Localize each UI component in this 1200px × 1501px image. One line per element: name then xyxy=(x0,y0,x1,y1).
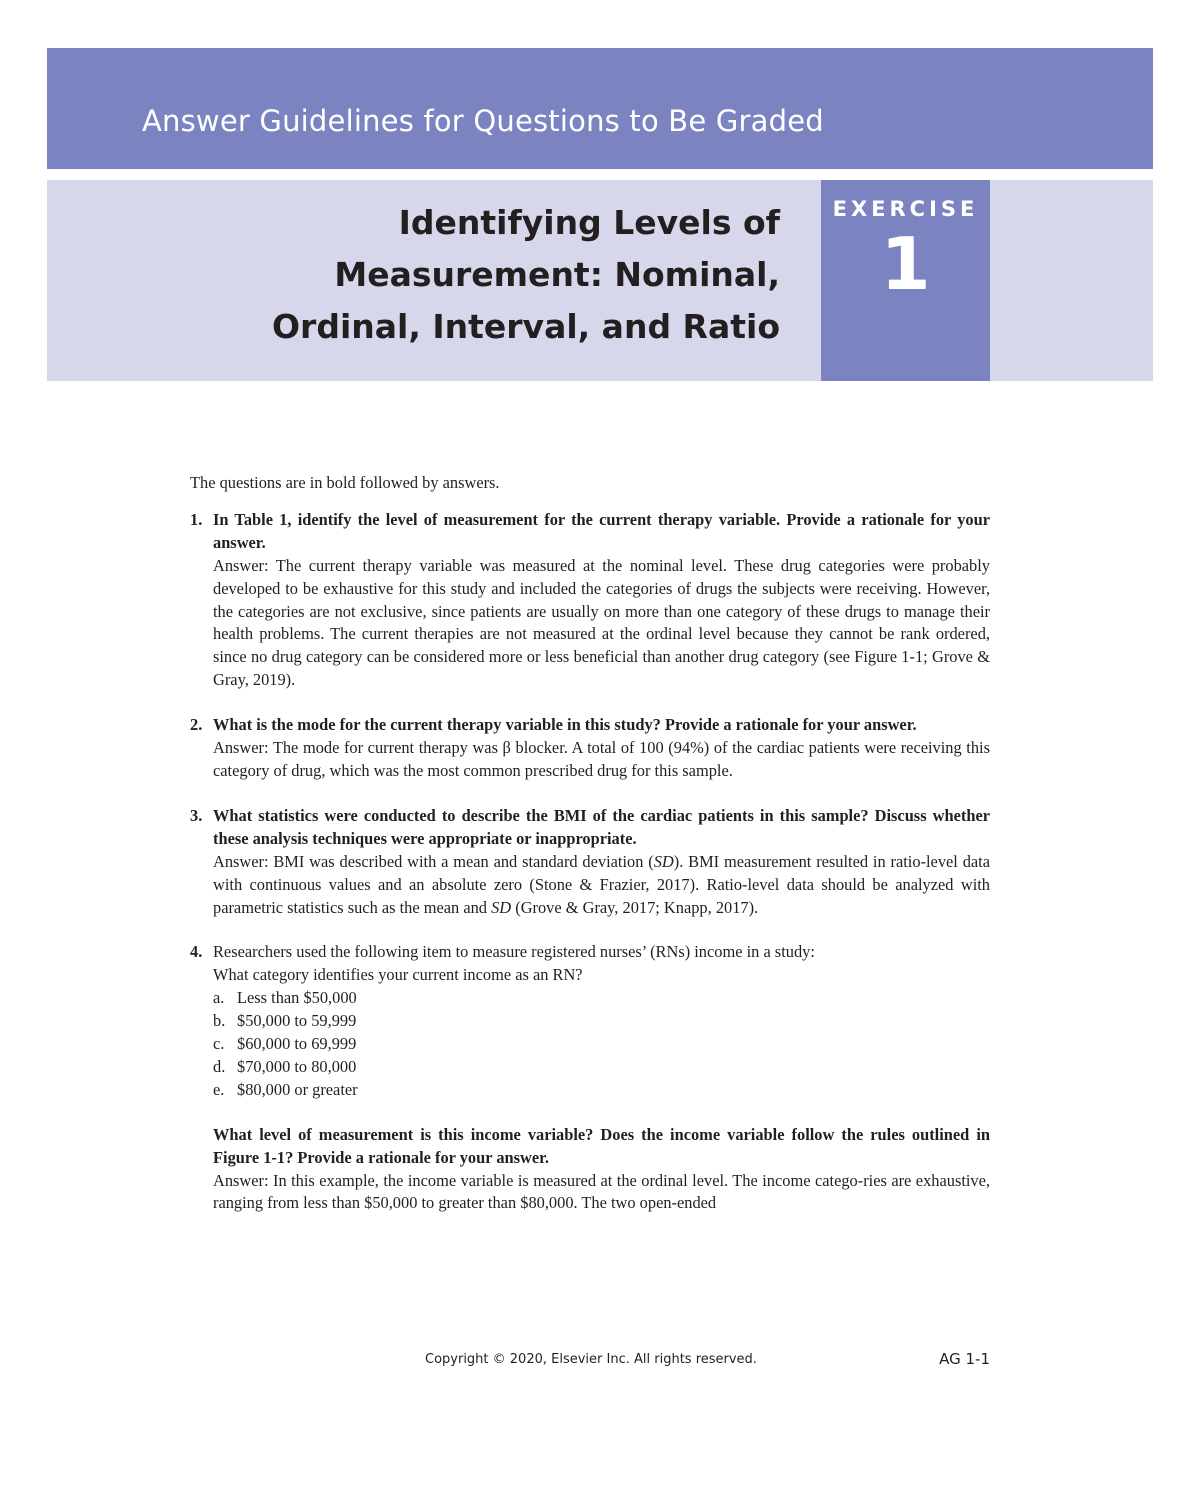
answer-text: Answer: In this example, the income variable is measured at the ordinal level. The income catego-ries are exhaustive, ranging from less than $50,000 to greater than $80,000. The two open-ended xyxy=(213,1170,990,1213)
copyright-notice: Copyright © 2020, Elsevier Inc. All rights reserved. xyxy=(425,1352,757,1367)
page-number: AG 1-1 xyxy=(939,1350,990,1368)
option-letter: e. xyxy=(213,1079,225,1099)
question-2 xyxy=(190,714,990,783)
exercise-title-line-2: Measurement: Nominal, xyxy=(334,255,780,294)
option-text: Less than $50,000 xyxy=(237,988,357,1008)
option-text: $60,000 to 69,999 xyxy=(237,1034,357,1054)
question-text: What statistics were conducted to describe the BMI of the cardiac patients in this sample? Discuss whether these analysis techniques were appropriate or inappropriate. xyxy=(213,805,990,848)
answer-italic: SD xyxy=(653,851,674,871)
exercise-number: 1 xyxy=(880,222,931,306)
answer-text: Answer: The mode for current therapy was β blocker. A total of 100 (94%) of the cardiac patients were receiving this category of drug, which was the most common prescribed drug for this sample. xyxy=(213,738,990,780)
exercise-title-line-1: Identifying Levels of xyxy=(398,203,780,242)
option-item xyxy=(213,1079,990,1102)
answer-text: Answer: The current therapy variable was measured at the nominal level. These drug categories were probably developed to be exhaustive for this study and included the categories of drugs the subjects were receiving. However, the categories are not exclusive, since patients are usually on more than one category of these drugs to manage their health problems. The current therapies are not measured at the ordinal level because they cannot be rank ordered, since no drug category can be considered more or less beneficial than another drug category (see Figure 1-1; Grove & Gray, 2019). xyxy=(213,555,990,690)
option-item xyxy=(213,1033,990,1056)
answer-text xyxy=(213,851,990,920)
option-item xyxy=(213,1010,990,1033)
survey-item: What category identifies your current income as an RN? xyxy=(213,965,583,985)
exercise-label: EXERCISE xyxy=(832,197,979,221)
question-text: What is the mode for the current therapy variable in this study? Provide a rationale for your answer. xyxy=(213,715,917,735)
option-list xyxy=(213,987,990,1102)
page-footer xyxy=(190,1350,990,1374)
question-number: 2. xyxy=(190,715,203,735)
option-letter: d. xyxy=(213,1056,226,1076)
option-item xyxy=(213,1056,990,1079)
answer-part: (Grove & Gray, 2017; Knapp, 2017). xyxy=(511,897,759,917)
answer-italic: SD xyxy=(491,897,512,917)
question-4 xyxy=(190,941,990,1215)
banner-title: Answer Guidelines for Questions to Be Graded xyxy=(142,104,824,138)
question-text: In Table 1, identify the level of measurement for the current therapy variable. Provide a rationale for your answer. xyxy=(213,509,990,552)
exercise-title xyxy=(200,197,780,353)
question-stem: Researchers used the following item to measure registered nurses’ (RNs) income in a study: xyxy=(213,942,815,962)
question-text: What level of measurement is this income variable? Does the income variable follow the rules outlined in Figure 1-1? Provide a rationale for your answer. xyxy=(213,1124,990,1167)
intro-text: The questions are in bold followed by answers. xyxy=(190,473,500,492)
question-number: 3. xyxy=(190,805,203,825)
option-letter: c. xyxy=(213,1034,225,1054)
question-3 xyxy=(190,805,990,920)
answer-part: Answer: BMI was described with a mean and standard deviation ( xyxy=(213,851,654,871)
option-text: $80,000 or greater xyxy=(237,1079,358,1099)
answer-part: ). BMI measurement resulted in ratio-level data with continuous values and an absolute zero (Stone & Frazier, 2017). Ratio-level data should be analyzed with parametric statistics such as the mean and xyxy=(213,851,990,917)
question-number: 4. xyxy=(190,942,203,962)
exercise-title-line-3: Ordinal, Interval, and Ratio xyxy=(272,307,780,346)
page-content xyxy=(190,472,990,1237)
option-text: $50,000 to 59,999 xyxy=(237,1011,357,1031)
option-letter: a. xyxy=(213,988,225,1008)
question-number: 1. xyxy=(190,509,203,529)
question-1 xyxy=(190,509,990,692)
option-item xyxy=(213,987,990,1010)
option-text: $70,000 to 80,000 xyxy=(237,1056,357,1076)
option-letter: b. xyxy=(213,1011,226,1031)
exercise-badge xyxy=(821,180,990,381)
